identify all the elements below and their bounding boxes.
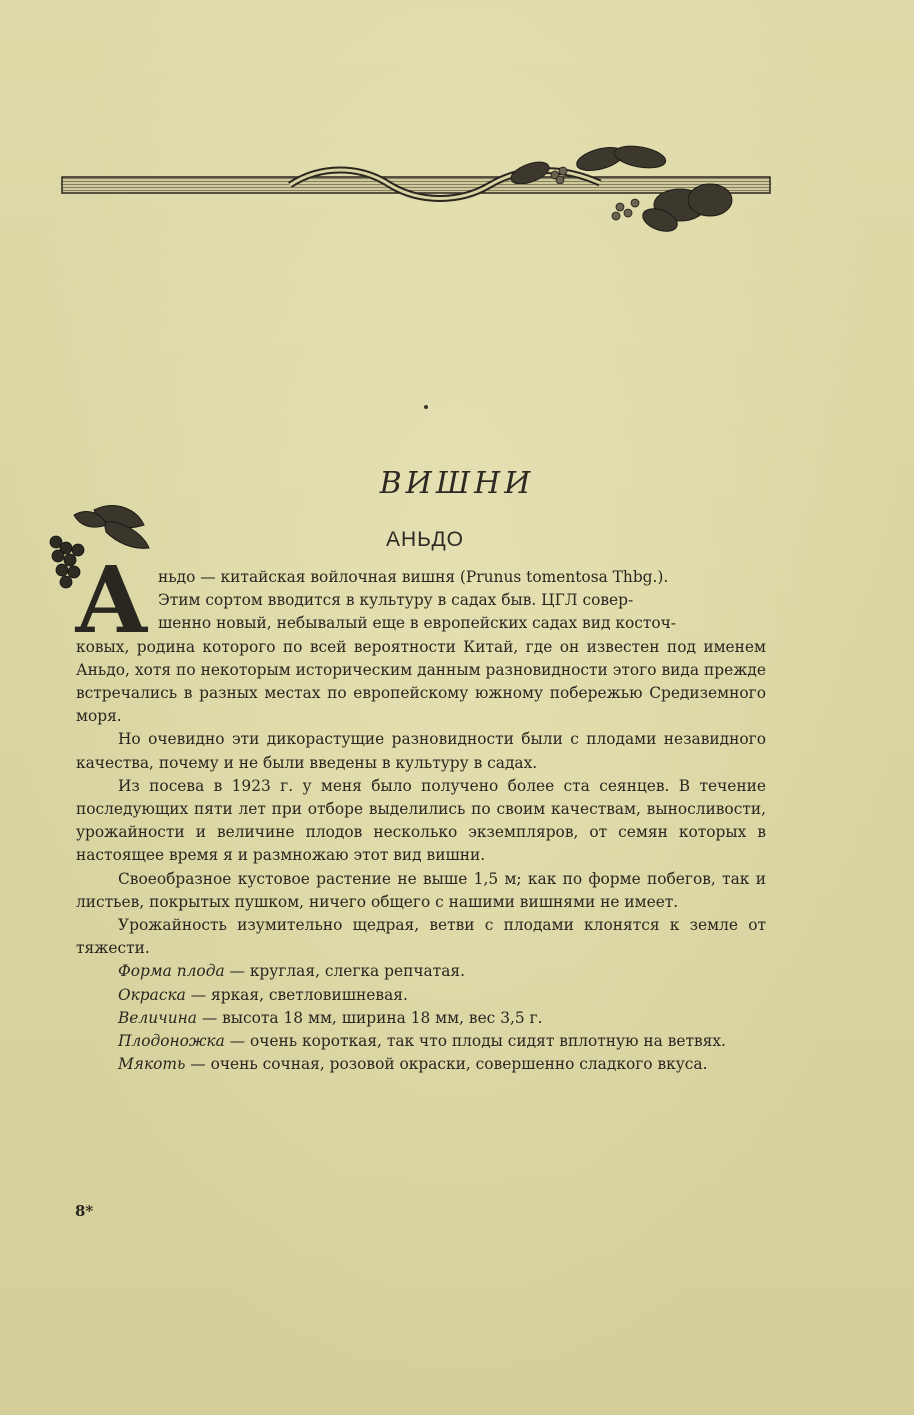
paragraph: Но очевидно эти дикорастущие разновидности были с плодами незавидного качества, почему и не были введены в культуру в садах. (76, 730, 766, 772)
drop-cap: А (74, 546, 149, 640)
trait-line: Мякоть — очень сочная, розовой окраски, совершенно сладкого вкуса. (118, 1055, 708, 1074)
vine-ornament-icon (60, 145, 775, 250)
trait-line: Величина — высота 18 мм, ширина 18 мм, вес 3,5 г. (118, 1008, 543, 1027)
paragraph: Из посева в 1923 г. у меня было получено более ста сеянцев. В течение последующих пяти лет при отборе выделились по своим качествам, выносливости, урожайности и величине плодов несколько экземпляров, от семян которых в настоящее время я и размножаю этот вид вишни. (76, 776, 766, 865)
trait-line: Плодоножка — очень короткая, так что плоды сидят вплотную на ветвях. (118, 1032, 726, 1051)
variety-title: АНЬДО (385, 528, 465, 551)
trait-line: Окраска — яркая, светловишневая. (118, 985, 408, 1004)
trait-line: Форма плода — круглая, слегка репчатая. (118, 962, 465, 981)
body-text (76, 566, 766, 1076)
paragraph: Урожайность изумительно щедрая, ветви с плодами клонятся к земле от тяжести. (76, 916, 766, 958)
page-number: 8* (75, 1202, 94, 1220)
section-title: ВИШНИ (379, 466, 535, 501)
paragraph: Своеобразное кустовое растение не выше 1,5 м; как по форме побегов, так и листьев, покрытых пушком, ничего общего с нашими вишнями не имеет. (76, 869, 766, 911)
paragraph: ньдо — китайская войлочная вишня (Prunus tomentosa Thbg.). Этим сортом вводится в культуру в садах быв. ЦГЛ совер- шенно новый, небывалый еще в европейских садах вид косточ- ковых, родина которого по всей вероятности Китай, где он известен под именем Аньдо, хотя по некоторым историческим данным разновидности этого вида прежде встречались в разных местах по европейскому южному побережью Средиземного моря. (76, 568, 766, 726)
ink-dot (424, 405, 428, 409)
